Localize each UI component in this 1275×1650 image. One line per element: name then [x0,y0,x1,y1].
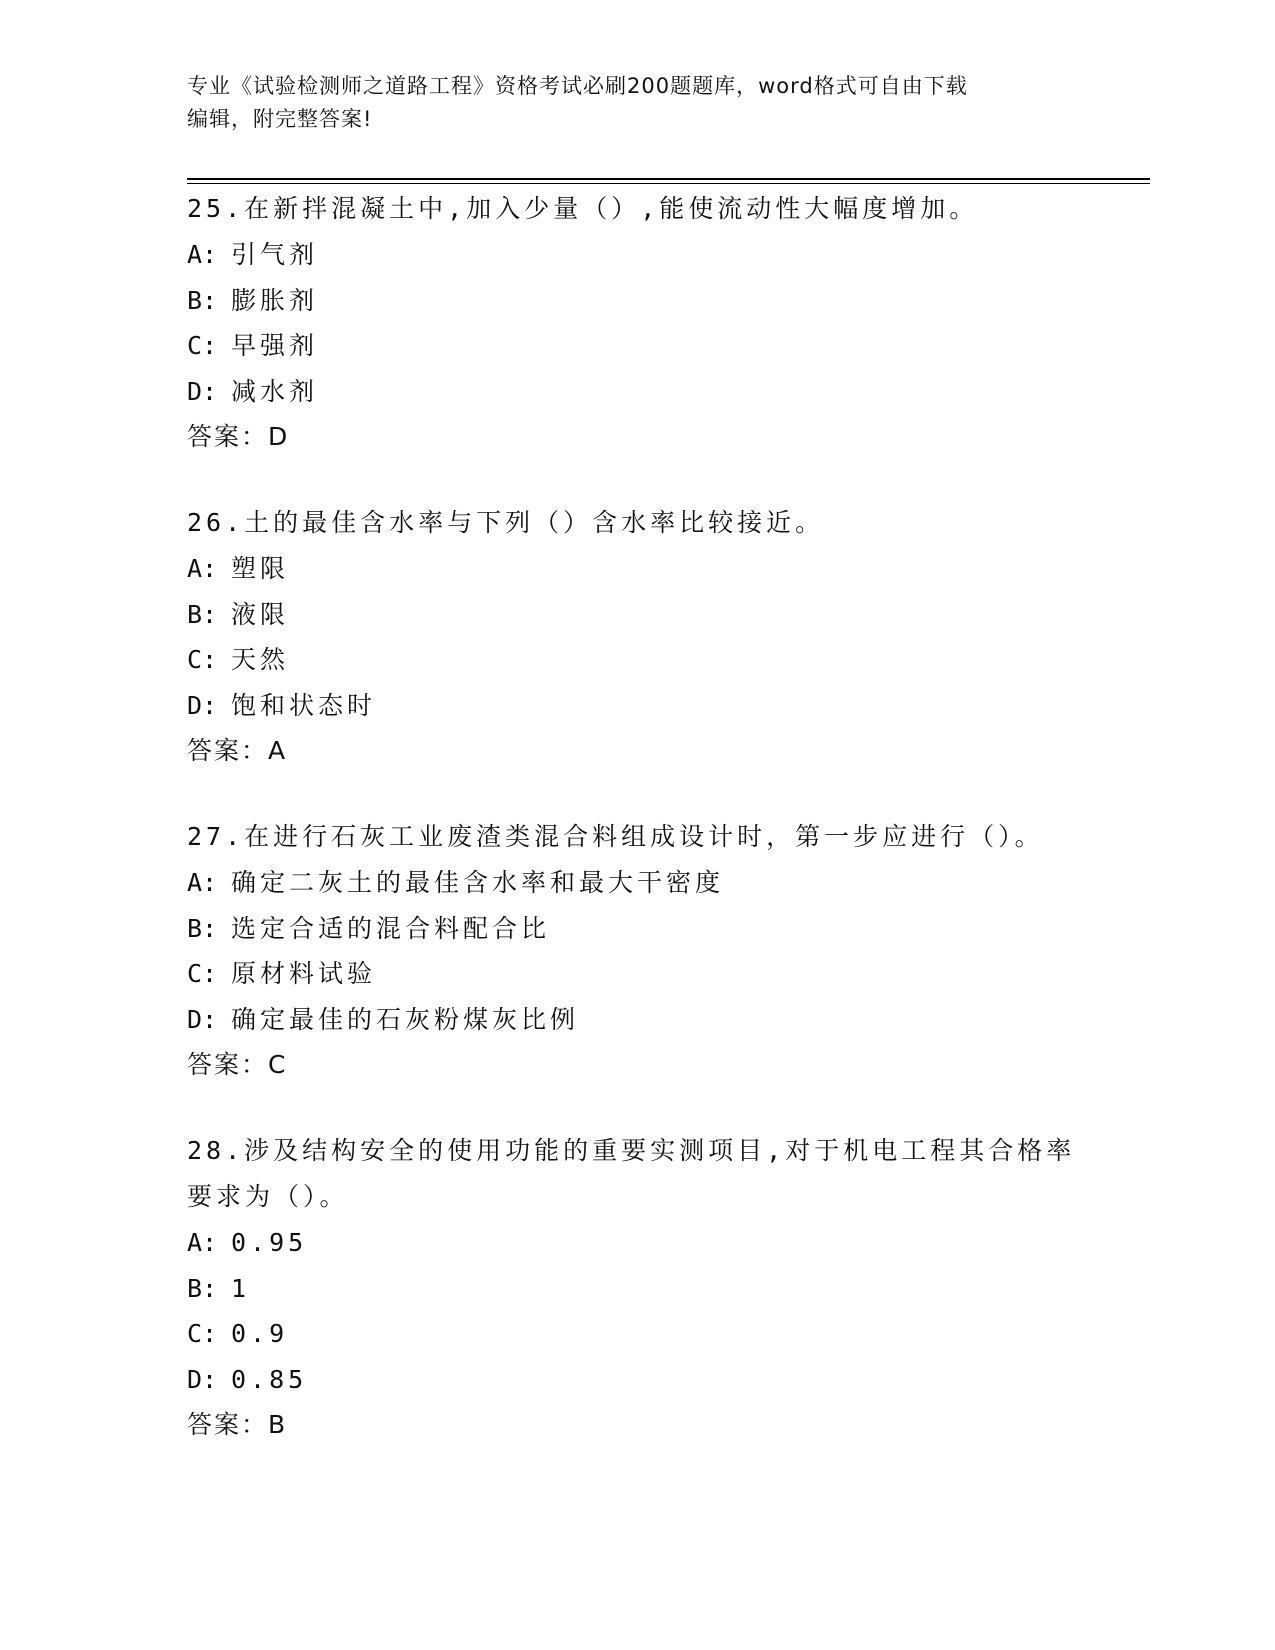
option-text: 0.9 [231,1319,289,1348]
option-b [187,278,1087,324]
option-text: 确定二灰土的最佳含水率和最大干密度 [231,868,725,897]
option-letter: A: [187,554,218,583]
option-b [187,1266,1087,1312]
question-28 [187,1128,1087,1448]
option-a [187,546,1087,592]
option-letter: D: [187,376,218,406]
option-b [187,906,1087,952]
option-d [187,683,1087,729]
option-a [187,860,1087,906]
option-text: 0.85 [231,1364,308,1394]
option-c [187,323,1087,369]
option-text: 天然 [231,645,290,674]
answer: 答案：A [187,736,288,765]
option-text: 液限 [231,599,290,629]
question-text: 28.涉及结构安全的使用功能的重要实测项目,对于机电工程其合格率要求为（）。 [187,1136,1076,1211]
option-a [187,232,1087,278]
option-text: 早强剂 [231,331,319,360]
option-letter: D: [187,1004,218,1034]
option-d [187,1357,1087,1403]
option-c [187,637,1087,683]
option-text: 选定合适的混合料配合比 [231,913,551,943]
header-line-2: 编辑，附完整答案! [187,107,373,131]
option-text: 引气剂 [231,240,319,269]
option-letter: A: [187,868,218,897]
option-b [187,592,1087,638]
option-d [187,369,1087,415]
option-letter: B: [187,1273,218,1303]
answer: 答案：B [187,1410,288,1439]
question-26 [187,500,1087,774]
question-text: 25.在新拌混凝土中,加入少量（）,能使流动性大幅度增加。 [187,194,979,223]
option-letter: A: [187,240,218,269]
option-letter: C: [187,959,218,988]
question-text: 26.土的最佳含水率与下列（）含水率比较接近。 [187,508,825,537]
header-line-1: 专业《试验检测师之道路工程》资格考试必刷200题题库，word格式可自由下载 [187,74,968,98]
option-letter: A: [187,1228,218,1257]
option-letter: B: [187,285,218,315]
option-letter: C: [187,645,218,674]
option-letter: D: [187,1364,218,1394]
option-text: 0.95 [231,1228,308,1257]
option-letter: C: [187,1319,218,1348]
answer: 答案：C [187,1050,288,1079]
option-text: 塑限 [231,554,290,583]
document-header [187,70,1067,136]
question-list [187,186,1087,1488]
option-text: 膨胀剂 [231,285,319,315]
option-letter: B: [187,913,218,943]
answer: 答案：D [187,422,290,451]
header-divider-thick [187,178,1150,180]
question-27 [187,814,1087,1088]
question-text: 27.在进行石灰工业废渣类混合料组成设计时，第一步应进行（）。 [187,822,1044,851]
option-letter: C: [187,331,218,360]
option-a [187,1220,1087,1266]
option-c [187,951,1087,997]
option-text: 确定最佳的石灰粉煤灰比例 [231,1004,580,1034]
option-text: 1 [231,1273,251,1303]
option-text: 原材料试验 [231,959,377,988]
option-text: 饱和状态时 [231,690,377,720]
header-divider-thin [187,183,1150,184]
question-25 [187,186,1087,460]
option-letter: B: [187,599,218,629]
option-letter: D: [187,690,218,720]
option-c [187,1311,1087,1357]
option-d [187,997,1087,1043]
option-text: 减水剂 [231,376,319,406]
